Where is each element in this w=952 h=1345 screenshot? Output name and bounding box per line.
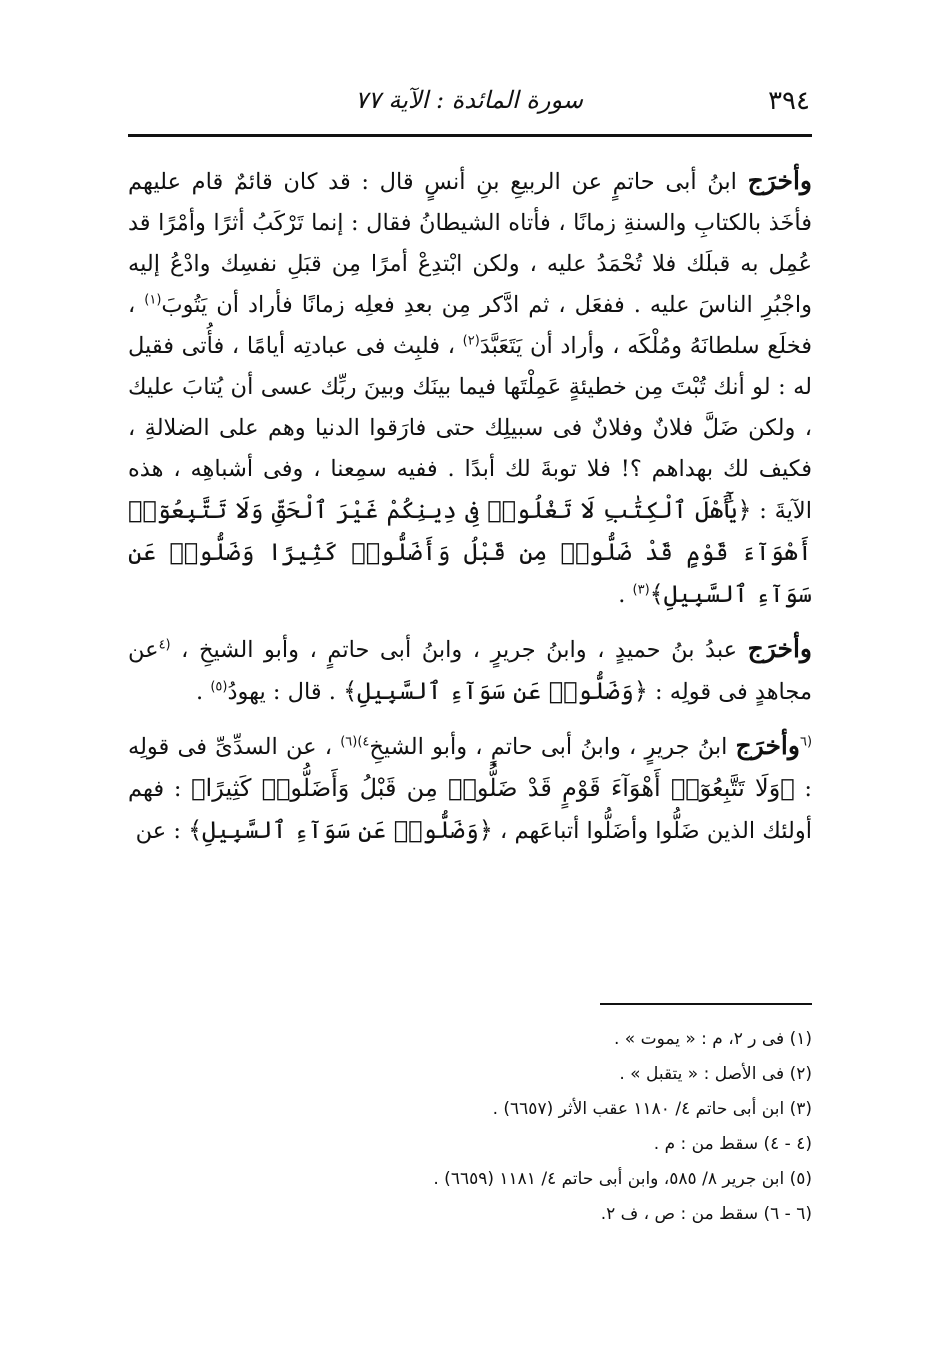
running-title: سورة المائدة : الآية ٧٧: [355, 86, 583, 114]
footnote-2: (٢) فى الأصل : « يتقبل » .: [619, 1064, 812, 1084]
footnote-5: (٥) ابن جرير ٨/ ٥٨٥، وابن أبى حاتم ٤/ ١١٨١ (٦٦٥٩) .: [433, 1169, 812, 1189]
page-number: ٣٩٤: [768, 86, 810, 116]
paragraph-text: ابنُ أبى حاتمٍ عن الربيعِ بنِ أنسٍ قال : قد كان قائمٌ قام عليهم فأخَذ بالكتابِ والسنةِ زمانًا ، فأتاه الشيطانُ فقال : إنما تَرْكَبُ أثرًا وأمْرًا قد عُمِل به قبلَك فلا تُحْمَدُ عليه ، ولكن ابْتدِعْ أمرًا مِن قبَلِ نفسِك وادْعُ إليه واجْبُرِ الناسَ عليه . ففعَل ، ثم ادَّكر مِن بعدِ فعلِه زمانًا فأراد أن يَتُوبَ: [128, 169, 812, 318]
footnote-rule: [600, 1003, 812, 1005]
footnote-marker: (٤: [158, 637, 171, 653]
header-rule: [128, 134, 812, 137]
paragraph-text: .: [196, 679, 211, 705]
paragraph-text: ابنُ جريرٍ ، وابنُ أبى حاتمٍ ، وأبو الشيخِ: [369, 734, 736, 760]
paragraph-rabi-ibn-anas: [128, 160, 812, 616]
footnote-marker: (٢): [462, 333, 480, 349]
page-header: [128, 84, 810, 124]
footnote-marker: (١): [144, 292, 162, 308]
footnote-marker: ٤)(٦): [340, 734, 370, 750]
quran-verse: ﴿وَضَلُّوا۟ عَن سَوَآءِ ٱلسَّبِيلِ﴾: [343, 677, 648, 705]
quran-verse: ﴿وَضَلُّوا۟ عَن سَوَآءِ ٱلسَّبِيلِ﴾: [188, 816, 493, 844]
paragraph-text: ، فلبِث فى عبادتِه أيامًا ، فأُتى فقيل له : لو أنك تُبْتَ مِن خطيئةٍ عَمِلْتَها فيما بينَك وبينَ ربِّك عسى أن يُتابَ عليك ، ولكن ضَلَّ فلانٌ وفلانٌ فى سبيلِك حتى فارَقوا الدنيا وهم على الضلالةِ ، فكيف لك بهداهم ؟! فلا توبةَ لك أبدًا . ففيه سمِعنا ، وفى أشباهِه ، هذه الآيةَ :: [128, 333, 812, 524]
paragraph-text: ، عن السدِّىِّ فى قولِه :: [128, 734, 812, 802]
footnote-1: (١) فى ر ٢، م : « يموت » .: [614, 1029, 812, 1049]
paragraph-text: عبدُ بنُ حميدٍ ، وابنُ جريرٍ ، وابنُ أبى حاتمٍ ، وأبو الشيخِ ،: [170, 637, 748, 663]
quran-verse: ﴿يَٰٓأَهْلَ ٱلْكِتَٰبِ لَا تَغْلُوا۟ فِى دِينِكُمْ غَيْرَ ٱلْحَقِّ وَلَا تَتَّبِعُوٓا۟ أَهْوَآءَ قَوْمٍ قَدْ ضَلُّوا۟ مِن قَبْلُ وَأَضَلُّوا۟ كَثِيرًا وَضَلُّوا۟ عَن سَوَآءِ ٱلسَّبِيلِ﴾: [128, 496, 812, 608]
lead-word: وأخرَج: [747, 166, 812, 195]
paragraph-text: ، فخلَع سلطانَهُ ومُلْكَه ، وأراد أن يَتَعَبَّدَ: [128, 292, 812, 359]
lead-word: وأخرَج: [735, 731, 800, 760]
paragraph-text: . قال : يهودُ: [227, 679, 344, 705]
paragraph-suddi: [128, 725, 812, 852]
paragraph-text: : عن: [135, 818, 189, 844]
footnote-4: (٤ - ٤) سقط من : م .: [653, 1134, 812, 1154]
quran-verse: ﴿وَلَا تَتَّبِعُوٓا۟ أَهْوَآءَ قَوْمٍ قَدْ ضَلُّوا۟ مِن قَبْلُ وَأَضَلُّوا۟ كَثِيرًا﴾: [191, 774, 795, 802]
paragraph-text: عن مجاهدٍ فى قولِه :: [128, 637, 812, 705]
footnote-3: (٣) ابن أبى حاتم ٤/ ١١٨٠ عقب الأثر (٦٦٥٧) .: [492, 1099, 812, 1119]
footnote-marker: (٥): [210, 679, 228, 695]
paragraph-text: .: [618, 582, 633, 608]
footnote-marker: (٣): [632, 582, 650, 598]
footnotes: [132, 1022, 812, 1232]
footnote-marker: (٦: [799, 734, 813, 750]
paragraph-text: : فهم أولئك الذين ضَلُّوا وأضَلُّوا أتباعَهم ،: [128, 776, 812, 844]
footnote-6: (٦ - ٦) سقط من : ص ، ف ٢.: [600, 1204, 812, 1224]
lead-word: وأخرَج: [747, 634, 812, 663]
main-text: [128, 160, 812, 852]
paragraph-mujahid: [128, 628, 812, 713]
